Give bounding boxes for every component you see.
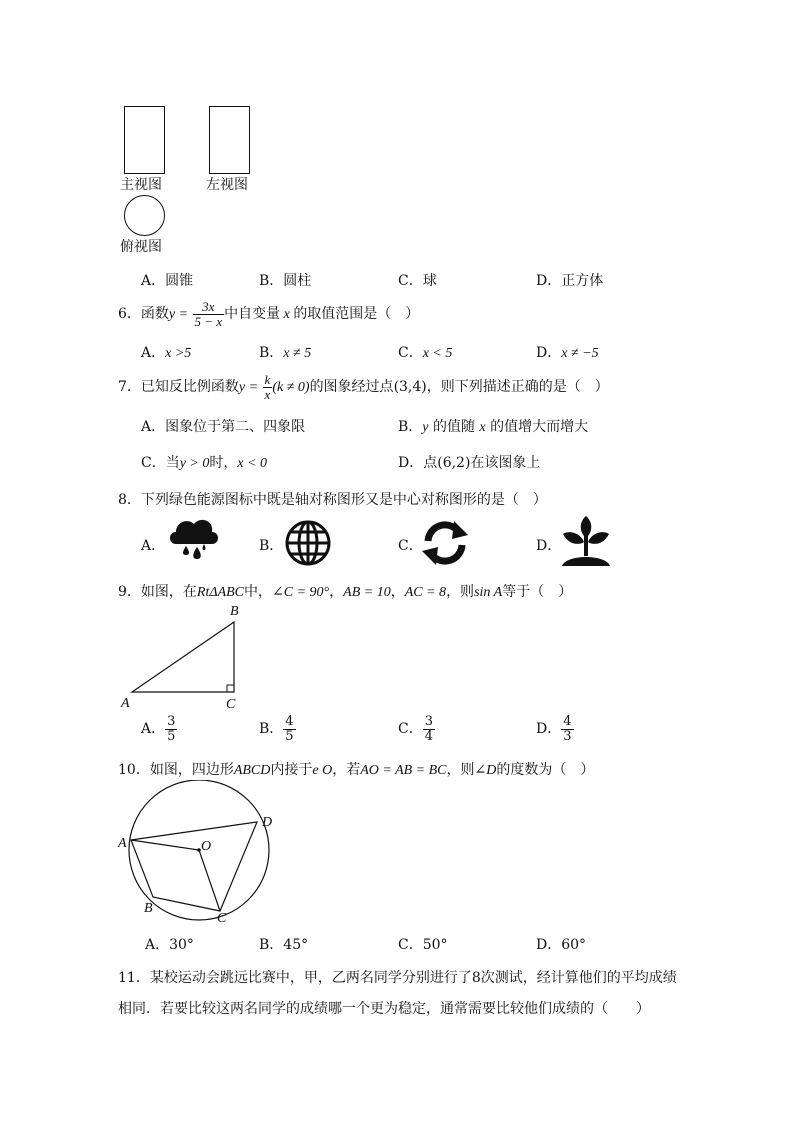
q8-option-a-letter: A．	[141, 538, 166, 554]
cloud-rain-icon	[166, 514, 222, 560]
q6-option-a: A．x >5	[141, 345, 192, 361]
q6-option-c: C．x < 5	[398, 345, 453, 361]
triangle-vertex-a: A	[121, 696, 130, 711]
recycle-arrows-icon	[420, 519, 470, 567]
circle-vertex-a: A	[118, 836, 127, 851]
q7-stem: 7．已知反比例函数y = $\frac{k}{x}$ (k ≠ 0)的图象经过点(3,4)，则下列描述正确的是（ ）	[118, 371, 609, 402]
q8-option-c-letter: C．	[398, 538, 423, 554]
triangle-vertex-c: C	[226, 697, 236, 712]
q5-option-a: A．圆锥	[141, 273, 194, 289]
q7-fraction: $\frac{k}{x}$	[264, 371, 271, 402]
left-view-rectangle	[209, 106, 250, 174]
q10-option-a: A．30°	[145, 937, 194, 953]
circle-vertex-c: C	[217, 911, 227, 926]
q11-stem-line1: 11．某校运动会跳远比赛中，甲，乙两名同学分别进行了8次测试，经计算他们的平均成绩	[118, 970, 677, 986]
q8-option-b-letter: B．	[259, 538, 284, 554]
q8-stem: 8．下列绿色能源图标中既是轴对称图形又是中心对称图形的是（ ）	[118, 492, 547, 508]
q5-option-b: B．圆柱	[259, 273, 312, 289]
q8-option-d-letter: D．	[536, 538, 562, 554]
q9-stem: 9．如图，在RtΔABC中，∠C = 90°，AB = 10，AC = 8，则sin A等于（ ）	[118, 584, 573, 600]
top-view-label: 俯视图	[120, 239, 162, 255]
q5-option-d: D．正方体	[536, 273, 604, 289]
q5-option-c: C．球	[398, 273, 437, 289]
globe-icon	[284, 519, 332, 567]
inscribed-quadrilateral-figure	[115, 780, 290, 930]
q11-stem-line2: 相同．若要比较这两名同学的成绩哪一个更为稳定，通常需要比较他们成绩的（ ）	[118, 1001, 650, 1017]
q6-option-b: B．x ≠ 5	[259, 345, 312, 361]
triangle-vertex-b: B	[230, 604, 239, 619]
q6-option-d: D．x ≠ −5	[536, 345, 599, 361]
q10-option-c: C．50°	[398, 937, 448, 953]
q9-option-d: D． $\frac{4}{3}$	[536, 713, 572, 744]
left-view-label: 左视图	[206, 177, 248, 193]
q9-option-b: B． $\frac{4}{5}$	[259, 713, 294, 744]
q10-stem: 10．如图，四边形ABCD内接于e O，若AO = AB = BC，则∠D的度数为（ ）	[118, 762, 595, 778]
q7-option-c: C．当y > 0时，x < 0	[141, 455, 268, 471]
q7-option-a: A．图象位于第二、四象限	[141, 419, 306, 435]
circle-vertex-b: B	[144, 901, 153, 916]
right-triangle-figure	[118, 600, 248, 715]
q6-stem: 6．函数y = $\frac{3x}{5 - x}$ 中自变量 x 的取值范围是（ ）	[118, 298, 420, 329]
circle-vertex-d: D	[262, 815, 273, 830]
front-view-label: 主视图	[120, 177, 162, 193]
front-view-rectangle	[124, 106, 165, 174]
q9-option-a: A． $\frac{3}{5}$	[141, 713, 176, 744]
q7-option-d: D．点(6,2)在该图象上	[398, 455, 541, 471]
q7-option-b: B．y 的值随 x 的值增大而增大	[398, 419, 589, 435]
q6-fraction: $\frac{3x}{5 - x}$	[194, 298, 223, 329]
top-view-circle	[124, 195, 165, 236]
sprout-plant-icon	[560, 514, 612, 568]
circle-center-o: O	[201, 839, 212, 854]
q10-option-d: D．60°	[536, 937, 587, 953]
q9-option-c: C． $\frac{3}{4}$	[398, 713, 433, 744]
q10-option-b: B．45°	[259, 937, 309, 953]
